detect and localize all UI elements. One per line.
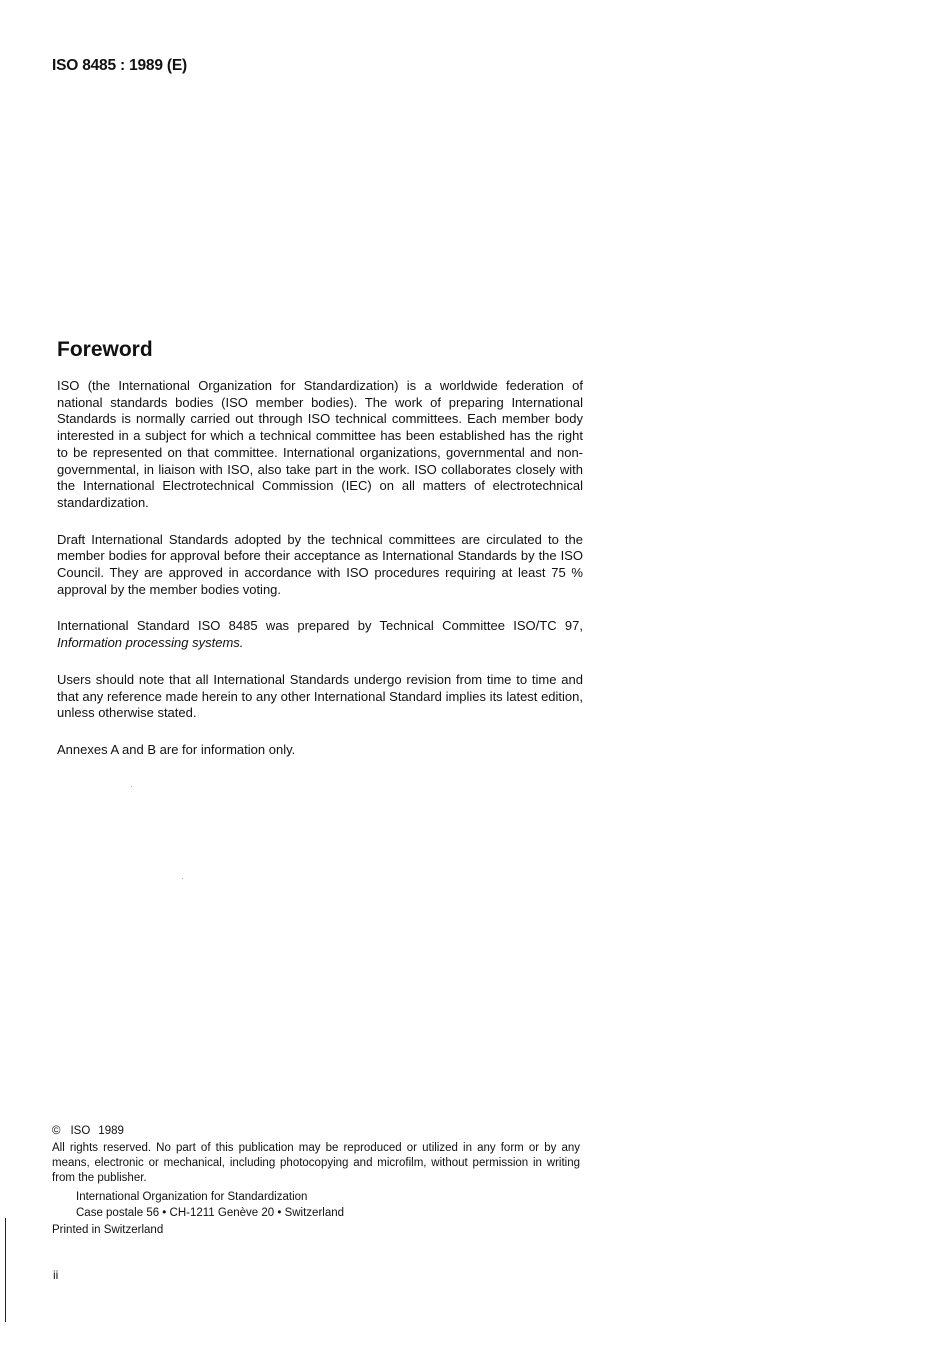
- foreword-paragraph-iso-description: ISO (the International Organization for Standardization) is a worldwide federation of national standards bodies (ISO member bodies). The work of preparing International Standards is normally carried out through ISO technical committees. Each member body interested in a subject for which a technical committee has been established has the right to be represented on that committee. International organizations, governmental and non-governmental, in liaison with ISO, also take part in the work. ISO collaborates closely with the International Electrotechnical Commission (IEC) on all matters of electrotechnical standardization.: [57, 378, 583, 510]
- foreword-paragraph-revision-note: Users should note that all International Standards undergo revision from time to time and that any reference made herein to any other International Standard implies its latest edition, unless otherwise stated.: [57, 671, 583, 721]
- page-number: ii: [53, 1268, 59, 1282]
- printed-in-note: Printed in Switzerland: [52, 1224, 164, 1236]
- foreword-paragraph-annexes-note: Annexes A and B are for information only.: [57, 741, 296, 757]
- foreword-paragraph-draft-standards: Draft International Standards adopted by the technical committees are circulated to the member bodies for approval before their acceptance as International Standards by the ISO Council. They are approved in accordance with ISO procedures requiring at least 75 % approval by the member bodies voting.: [57, 531, 583, 597]
- foreword-body: [57, 378, 583, 779]
- foreword-title: Foreword: [57, 338, 153, 361]
- document-id-header: ISO 8485 : 1989 (E): [52, 57, 187, 74]
- copyright-icon: ©: [52, 1125, 61, 1137]
- copyright-line: [52, 1124, 580, 1139]
- scan-speck: [182, 878, 183, 879]
- copyright-year: 1989: [98, 1125, 124, 1137]
- scan-speck: [131, 786, 132, 787]
- rights-statement: All rights reserved. No part of this publication may be reproduced or utilized in any form or by any means, electronic or mechanical, including photocopying and microfilm, without permission in writing from the publisher.: [52, 1142, 580, 1184]
- foreword-paragraph-prepared-by: [57, 618, 583, 651]
- committee-title: Information processing systems.: [57, 635, 244, 651]
- copyright-owner: ISO: [70, 1125, 91, 1137]
- scan-edge-mark: [5, 1218, 6, 1322]
- publisher-postal-address: Case postale 56 • CH-1211 Genève 20 • Switzerland: [76, 1207, 345, 1219]
- publisher-address: [76, 1190, 580, 1221]
- prepared-by-text: International Standard ISO 8485 was prepared by Technical Committee ISO/TC 97,: [57, 618, 583, 634]
- copyright-block: [52, 1124, 580, 1238]
- publisher-organization: International Organization for Standardization: [76, 1191, 308, 1203]
